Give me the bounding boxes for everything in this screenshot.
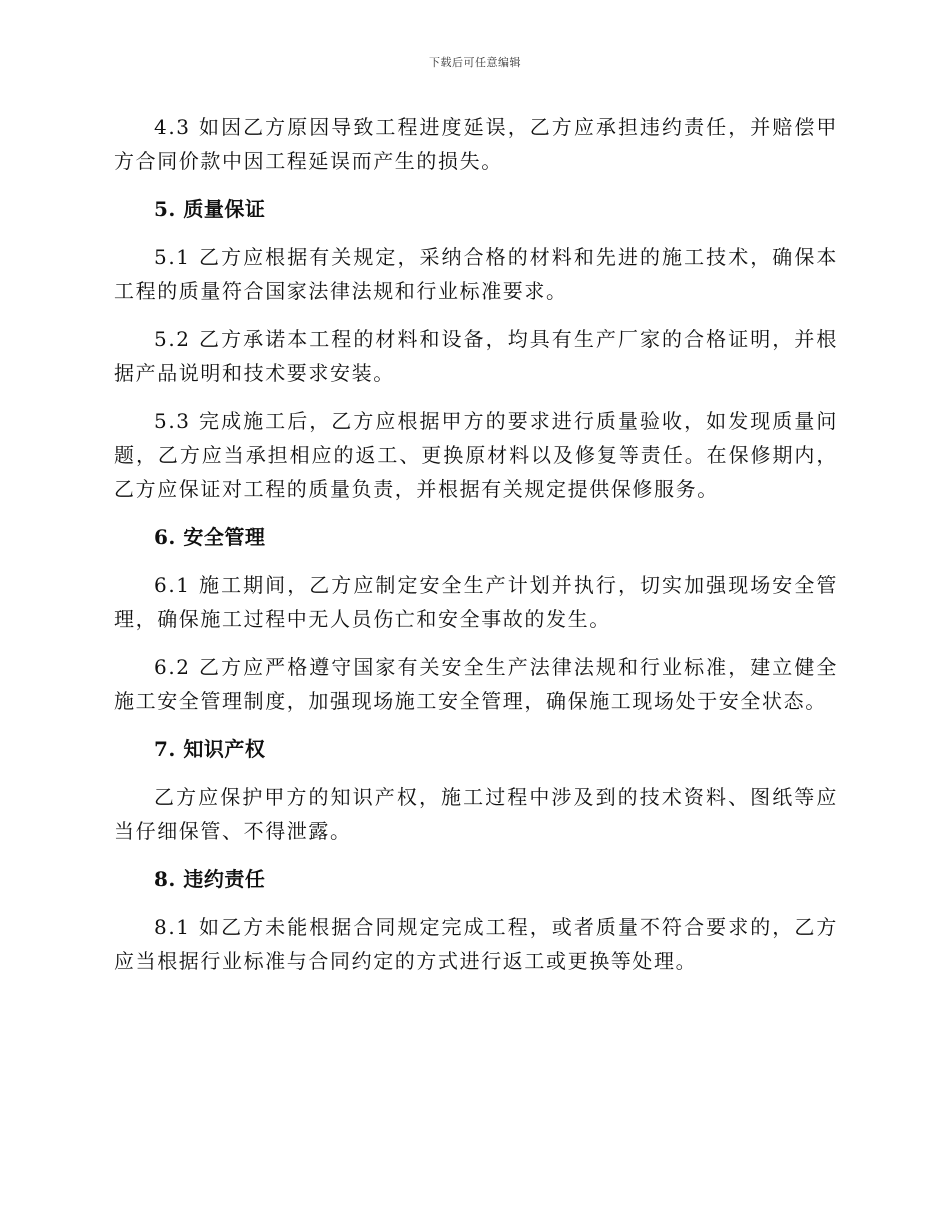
paragraph-5-3: 5.3 完成施工后，乙方应根据甲方的要求进行质量验收，如发现质量问题，乙方应当承担相应的返工、更换原材料以及修复等责任。在保修期内，乙方应保证对工程的质量负责，并根据有关规定提供保修服务。 <box>114 409 838 501</box>
paragraph-4-3: 4.3 如因乙方原因导致工程进度延误，乙方应承担违约责任，并赔偿甲方合同价款中因工程延误而产生的损失。 <box>114 115 838 173</box>
paragraph-6-2: 6.2 乙方应严格遵守国家有关安全生产法律法规和行业标准，建立健全施工安全管理制度，加强现场施工安全管理，确保施工现场处于安全状态。 <box>114 655 838 713</box>
section-heading-quality: 5. 质量保证 <box>154 197 266 221</box>
paragraph-5-2: 5.2 乙方承诺本工程的材料和设备，均具有生产厂家的合格证明，并根据产品说明和技术要求安装。 <box>114 327 838 385</box>
paragraph-6-1: 6.1 施工期间，乙方应制定安全生产计划并执行，切实加强现场安全管理，确保施工过程中无人员伤亡和安全事故的发生。 <box>114 573 838 631</box>
section-heading-ip: 7. 知识产权 <box>154 737 266 761</box>
section-heading-safety: 6. 安全管理 <box>154 525 266 549</box>
page-header: 下载后可任意编辑 <box>429 56 521 69</box>
paragraph-7: 乙方应保护甲方的知识产权，施工过程中涉及到的技术资料、图纸等应当仔细保管、不得泄露。 <box>114 785 838 843</box>
paragraph-5-1: 5.1 乙方应根据有关规定，采纳合格的材料和先进的施工技术，确保本工程的质量符合国家法律法规和行业标准要求。 <box>114 245 838 303</box>
paragraph-8-1: 8.1 如乙方未能根据合同规定完成工程，或者质量不符合要求的，乙方应当根据行业标准与合同约定的方式进行返工或更换等处理。 <box>114 915 838 973</box>
section-heading-breach: 8. 违约责任 <box>154 867 266 891</box>
document-body <box>114 110 838 992</box>
